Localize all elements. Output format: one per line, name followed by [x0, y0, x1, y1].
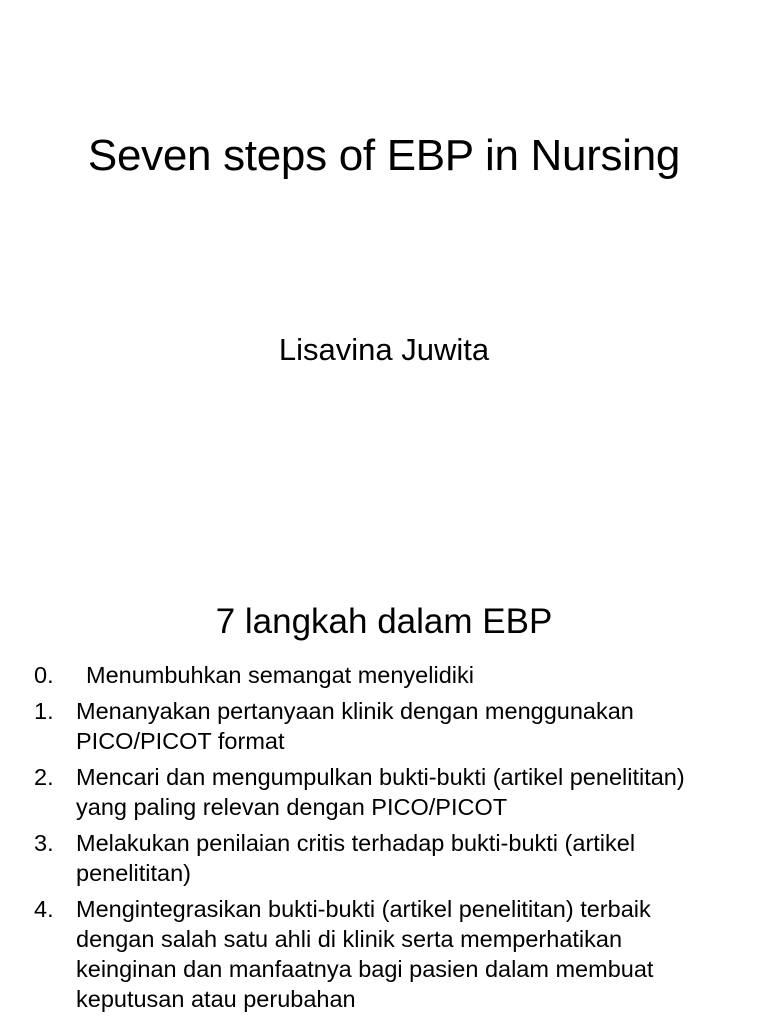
list-item	[0, 696, 768, 756]
list-item	[0, 660, 768, 690]
step-text: Mencari dan mengumpulkan bukti-bukti (artikel penelititan) yang paling relevan dengan PICO/PICOT	[76, 764, 685, 820]
list-item	[0, 894, 768, 1014]
slide-title: Seven steps of EBP in Nursing	[87, 131, 681, 180]
step-number: 2.	[34, 764, 54, 790]
steps-list	[0, 660, 768, 1020]
step-number: 4.	[34, 896, 54, 922]
step-text: Menumbuhkan semangat menyelidiki	[86, 662, 474, 688]
slide-author: Lisavina Juwita	[278, 332, 490, 367]
step-number: 1.	[34, 698, 54, 724]
step-number: 3.	[34, 830, 54, 856]
list-item	[0, 828, 768, 888]
step-text: Menanyakan pertanyaan klinik dengan menggunakan PICO/PICOT format	[76, 698, 634, 754]
step-text: Melakukan penilaian critis terhadap bukti-bukti (artikel penelititan)	[76, 830, 636, 886]
step-text: Mengintegrasikan bukti-bukti (artikel penelititan) terbaik dengan salah satu ahli di klinik serta memperhatikan keinginan dan manfaatnya bagi pasien dalam membuat keputusan atau perubahan	[76, 896, 654, 1012]
list-item	[0, 762, 768, 822]
step-number: 0.	[34, 662, 54, 688]
section-heading: 7 langkah dalam EBP	[215, 602, 553, 641]
